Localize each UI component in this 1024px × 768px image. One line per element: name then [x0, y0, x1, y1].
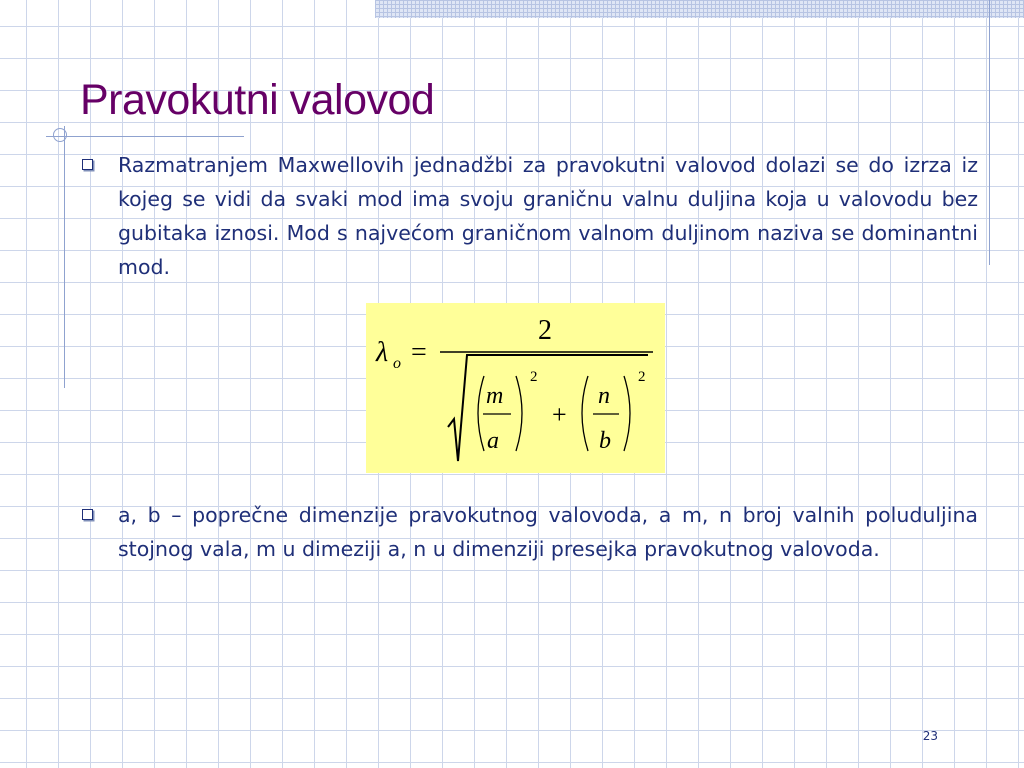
left-paren-2 [582, 376, 588, 451]
formula-box [366, 303, 665, 473]
title-underline [46, 136, 244, 137]
top-decorative-band [375, 0, 1024, 18]
formula-numerator: 2 [538, 315, 552, 346]
bullet-text-2: a, b – poprečne dimenzije pravokutnog valovoda, a m, n broj valnih poluduljina stojnog vala, m u dimeziji a, n u dimenziji presejka pravokutnog valovoda. [118, 503, 978, 561]
bullet-item-1 [82, 148, 978, 284]
formula-equals: = [411, 337, 427, 368]
left-decorative-line [64, 126, 65, 388]
formula-lambda: λ [376, 337, 389, 368]
page-number: 23 [922, 729, 938, 743]
formula-m: m [486, 383, 504, 409]
corner-circle-mark [53, 128, 67, 142]
bullet-text-1: Razmatranjem Maxwellovih jednadžbi za pravokutni valovod dolazi se do izrza iz kojeg se vidi da svaki mod ima svoju graničnu valnu duljina koja u valovodu bez gubitaka iznosi. Mod s najvećom graničnom valnom duljinom naziva se dominantni mod. [118, 153, 978, 279]
cutoff-wavelength-formula [366, 303, 665, 473]
formula-plus: + [552, 400, 567, 429]
formula-n: n [598, 383, 610, 409]
formula-a: a [487, 428, 499, 454]
square-bullet-icon [82, 159, 93, 170]
formula-b: b [599, 428, 611, 454]
right-decorative-line [989, 0, 990, 265]
exponent-2: 2 [638, 369, 646, 385]
right-paren-2 [624, 376, 630, 451]
formula-subscript: o [393, 355, 401, 372]
right-paren-1 [516, 376, 522, 451]
slide-title: Pravokutni valovod [80, 76, 435, 124]
square-bullet-icon [82, 509, 93, 520]
bullet-item-2 [82, 498, 978, 566]
exponent-1: 2 [530, 369, 538, 385]
